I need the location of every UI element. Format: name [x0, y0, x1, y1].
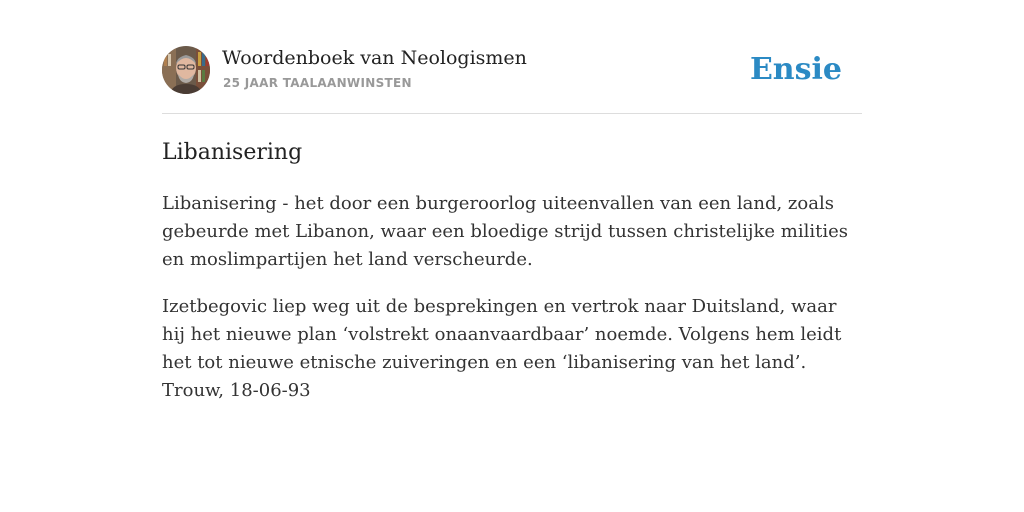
- entry-example: Izetbegovic liep weg uit de besprekingen en vertrok naar Duitsland, waar hij het nieuwe plan ‘volstrekt onaanvaardbaar’ noemde. Volgens hem leidt het tot nieuwe etnische zuiveringen en een ‘libanisering van het land’. Trouw, 18-06-93: [162, 296, 842, 401]
- author-subtitle: 25 JAAR TAALAANWINSTEN: [223, 76, 412, 90]
- author-name[interactable]: Woordenboek van Neologismen: [222, 47, 527, 69]
- ensie-logo[interactable]: Ensie: [749, 52, 842, 87]
- header: [162, 46, 862, 114]
- content-card: [162, 46, 862, 401]
- author-avatar[interactable]: [162, 46, 210, 94]
- entry-title: Libanisering: [162, 140, 303, 165]
- entry-definition: Libanisering - het door een burgeroorlog uiteenvallen van een land, zoals gebeurde met Libanon, waar een bloedige strijd tussen christelijke milities en moslimpartijen het land verscheurde.: [162, 193, 848, 270]
